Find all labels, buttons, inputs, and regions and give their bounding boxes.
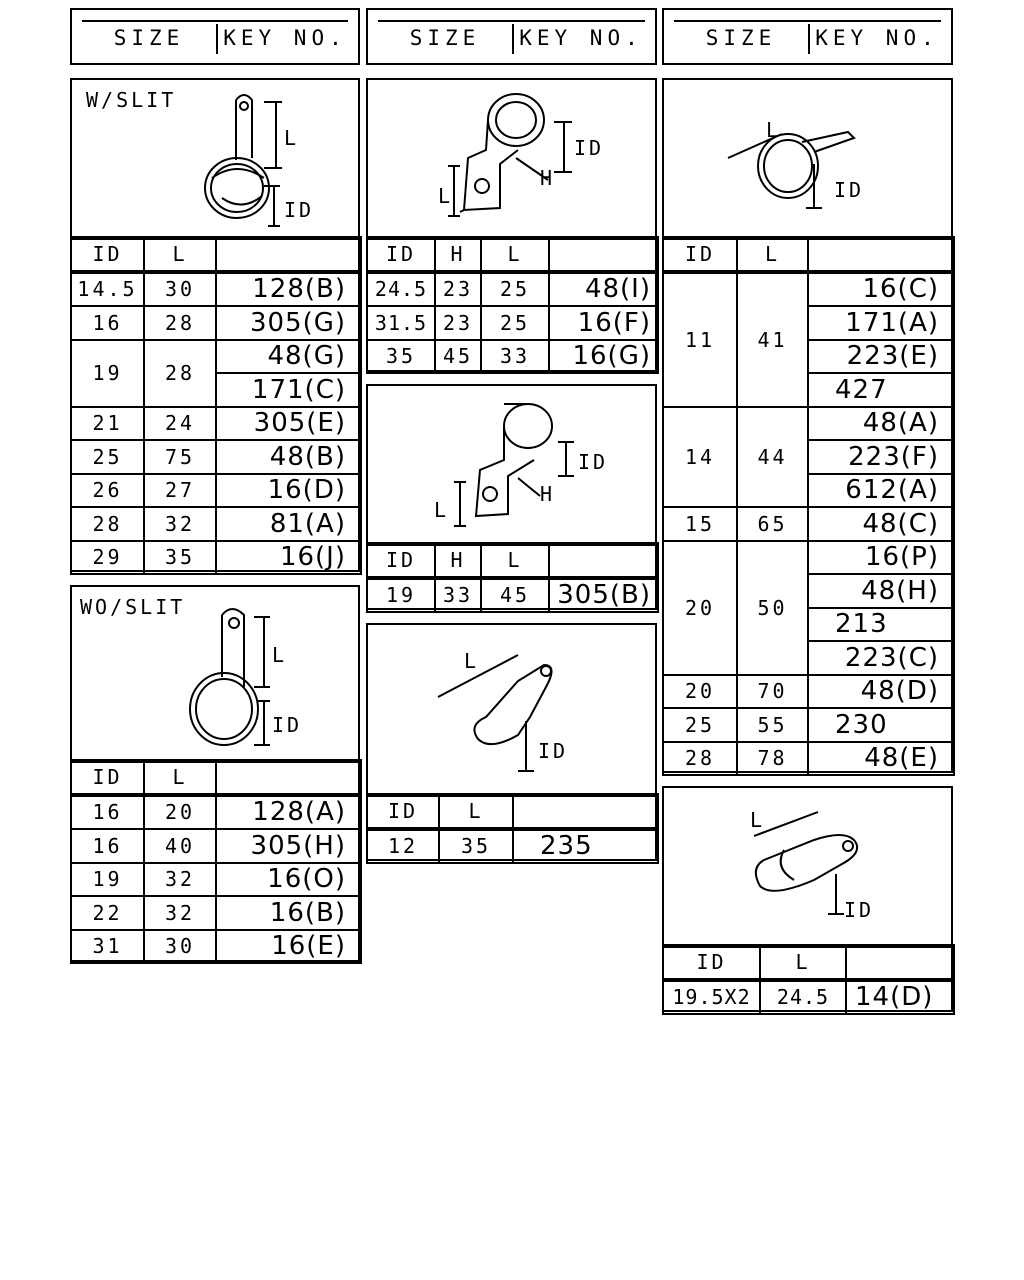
col-id: ID [367, 237, 435, 272]
table-row: 20 50 16(P) [663, 541, 954, 575]
col-id: ID [71, 237, 144, 272]
col-h: H [435, 237, 481, 272]
bracket-clamp-2-table [366, 542, 659, 613]
dim-h: H [540, 482, 556, 506]
col-key [216, 237, 361, 272]
table-row: 20 70 48(D) [663, 675, 954, 709]
table-row: 15 65 48(C) [663, 507, 954, 541]
col-id: ID [367, 794, 439, 829]
table-row: 14 44 48(A) [663, 407, 954, 441]
dim-h: H [540, 166, 556, 190]
bracket-clamp-2-drawing [368, 386, 655, 546]
table-row: 28 32 81(A) [71, 507, 361, 541]
table-row: 19 32 16(O) [71, 863, 361, 897]
clamp-noslit-icon [72, 587, 358, 761]
dim-l: L [284, 126, 300, 150]
clamp-slit-icon [72, 80, 358, 238]
table-row: 16 40 305(H) [71, 829, 361, 863]
table-row: 25 75 48(B) [71, 440, 361, 474]
panel-bracket-clamp [366, 78, 657, 372]
table-row: 31 30 16(E) [71, 930, 361, 964]
dim-id: ID [272, 713, 303, 737]
dim-id: ID [844, 898, 875, 922]
dim-id: ID [538, 739, 569, 763]
p-clamp-drawing [368, 625, 655, 797]
wo-slit-label: WO/SLIT [80, 595, 186, 619]
col-id: ID [71, 760, 144, 795]
size-label: SIZE [705, 26, 777, 50]
dim-id: ID [574, 136, 605, 160]
col-id: ID [367, 543, 435, 578]
w-slit-label: W/SLIT [86, 88, 177, 112]
col-l: L [737, 237, 808, 272]
table-row: 22 32 16(B) [71, 896, 361, 930]
size-label: SIZE [409, 26, 481, 50]
col-id: ID [663, 237, 737, 272]
col-l: L [144, 237, 216, 272]
table-row: 29 35 16(J) [71, 541, 361, 575]
panel-bracket-clamp-2 [366, 384, 657, 610]
dim-id: ID [578, 450, 609, 474]
double-clamp-table [662, 944, 955, 1015]
size-header-col1 [70, 8, 360, 65]
table-row: 14.5 30 128(B) [71, 272, 361, 307]
size-header-col2 [366, 8, 657, 65]
key-no-label: KEY NO. [815, 26, 939, 50]
dim-l: L [272, 643, 288, 667]
ring-clamp-drawing [664, 80, 951, 240]
dim-id: ID [834, 178, 865, 202]
col-key [846, 945, 954, 980]
col-id: ID [663, 945, 760, 980]
table-row: 11 41 16(C) [663, 272, 954, 307]
table-row: 35 45 33 16(G) [367, 340, 658, 374]
panel-double-clamp [662, 786, 953, 1012]
double-clamp-icon [664, 788, 951, 946]
table-row: 16 28 305(G) [71, 306, 361, 340]
col-key [216, 760, 361, 795]
panel-ring-clamp [662, 78, 953, 773]
table-row: 31.5 23 25 16(F) [367, 306, 658, 340]
table-row: 12 35 235 [367, 829, 658, 864]
ring-clamp-icon [664, 80, 951, 238]
bracket-clamp-2-icon [368, 386, 655, 544]
w-slit-table [70, 236, 362, 575]
dim-l: L [438, 184, 454, 208]
dim-l: L [464, 649, 480, 673]
col-l: L [439, 794, 513, 829]
table-row: 21 24 305(E) [71, 407, 361, 441]
col-key [549, 543, 658, 578]
col-l: L [481, 543, 549, 578]
col-h: H [435, 543, 481, 578]
bracket-clamp-icon [368, 80, 655, 238]
p-clamp-icon [368, 625, 655, 795]
panel-w-slit [70, 78, 360, 572]
size-header-col3 [662, 8, 953, 65]
clamp-slit-drawing [72, 80, 358, 240]
p-clamp-table [366, 793, 659, 864]
key-no-label: KEY NO. [519, 26, 643, 50]
dim-l: L [750, 808, 766, 832]
ring-clamp-table: ID L 11 41 16(C) 171(A) 223(E) 427 14 44 48(A) 223(F) 612(A) 15 65 48(C) 20 50 16(P) 48(H) 213 223(C) 20 70 48(D) 25 55 230 28 78 48(E) [662, 236, 955, 776]
key-no-label: KEY NO. [223, 26, 347, 50]
table-row: 16 20 128(A) [71, 795, 361, 830]
col-key [549, 237, 658, 272]
col-key [513, 794, 658, 829]
table-row: 171(C) [71, 373, 361, 407]
col-l: L [481, 237, 549, 272]
col-l: L [144, 760, 216, 795]
dim-id: ID [284, 198, 315, 222]
table-row: 19.5X2 24.5 14(D) [663, 980, 954, 1015]
dim-l: L [766, 118, 782, 142]
size-label: SIZE [113, 26, 185, 50]
bracket-clamp-drawing [368, 80, 655, 240]
wo-slit-table [70, 759, 362, 964]
panel-wo-slit [70, 585, 360, 962]
col-key [808, 237, 954, 272]
col-l: L [760, 945, 846, 980]
table-row: 25 55 230 [663, 708, 954, 742]
table-row: 19 28 48(G) [71, 340, 361, 374]
bracket-clamp-table [366, 236, 659, 374]
table-row: 24.5 23 25 48(I) [367, 272, 658, 307]
table-row: 26 27 16(D) [71, 474, 361, 508]
panel-p-clamp [366, 623, 657, 861]
table-row: 28 78 48(E) [663, 742, 954, 776]
clamp-noslit-drawing [72, 587, 358, 763]
dim-l: L [434, 498, 450, 522]
table-row: 19 33 45 305(B) [367, 578, 658, 613]
double-clamp-drawing [664, 788, 951, 948]
